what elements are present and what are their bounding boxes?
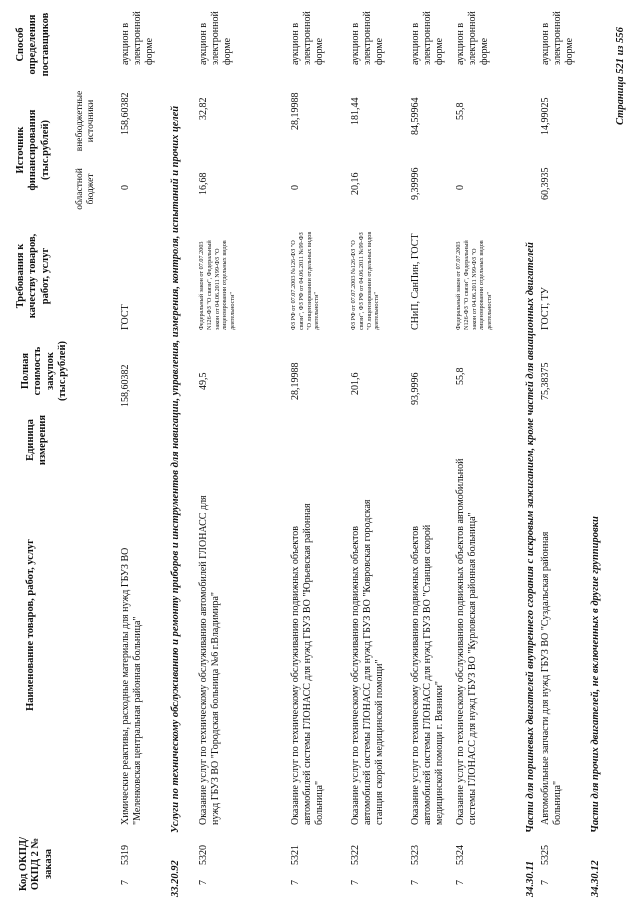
row-cost: 201,6 [350, 372, 361, 395]
row-name: Автомобильные запчасти для нужд ГБУЗ ВО "Суздальская районная больница" [540, 531, 563, 825]
row-id: 5325 [540, 845, 551, 865]
row-extra: 158,60382 [120, 92, 131, 135]
header-total-cost: Полная стоимость закупок (тыс.рублей) [20, 340, 69, 402]
section-title: Части для прочих двигателей, не включенных в другие группировки [590, 516, 601, 833]
row-cost: 158,60382 [120, 364, 131, 407]
row-name: Оказание услуг по техническому обслуживанию подвижных объектов автомобилей системы ГЛОНАСС для нужд ГБУЗ ВО "Ковровская городская станция скорой медицинской помощи" [350, 499, 385, 825]
row-name: Химические реактивы, расходные материалы для нужд ГБУЗ ВО "Меленковская центральная районная больница" [120, 547, 143, 825]
row-method: аукцион в электронной форме [350, 11, 385, 65]
row-quality: ГОСТ [120, 304, 131, 330]
row-method: аукцион в электронной форме [120, 11, 155, 65]
row-regional: 9,39996 [410, 167, 421, 200]
row-regional: 16,68 [198, 172, 209, 195]
row-extra: 181,44 [350, 97, 361, 125]
row-regional: 60,3935 [540, 167, 551, 200]
row-cost: 55,8 [455, 367, 466, 385]
row-method: аукцион в электронной форме [198, 11, 233, 65]
row-quality: Федеральный закон от 07.07.2003 N126-ФЗ "О связи", Федеральный закон от 04.06.2011 N99-ФЗ "О лицензировании отдельных видов деятельности" [198, 240, 236, 330]
row-name: Оказание услуг по техническому обслуживанию автомобилей ГЛОНАСС для нужд ГБУЗ ВО "Городская больница №6 г.Владимира" [198, 495, 221, 825]
page-number: Страница 521 из 556 [615, 27, 626, 125]
section-code: 33.20.92 [170, 860, 181, 897]
row-regional: 0 [455, 185, 466, 190]
row-regional: 20,16 [350, 172, 361, 195]
section-code: 34.30.11 [525, 860, 536, 897]
row-extra: 28,19988 [290, 92, 301, 130]
row-num: 7 [410, 880, 421, 885]
row-regional: 0 [290, 185, 301, 190]
header-funding: Источник финансирования (тыс.рублей) [15, 109, 51, 191]
header-funding-regional: областной бюджет [75, 168, 97, 210]
row-method: аукцион в электронной форме [290, 11, 325, 65]
row-method: аукцион в электронной форме [540, 11, 575, 65]
header-funding-extra: внебюджетные источники [75, 90, 97, 152]
row-cost: 28,19988 [290, 362, 301, 400]
row-num: 7 [290, 880, 301, 885]
row-id: 5322 [350, 845, 361, 865]
section-title: Части для поршневых двигателей внутреннего сгорания с искровым зажиганием, кроме частей для авиационных двигателей [525, 242, 536, 833]
row-method: аукцион в электронной форме [455, 11, 490, 65]
row-quality: ФЗ РФ от 07.07.2003 №126-ФЗ "О связи", ФЗ РФ от 04.06.2011 №99-ФЗ "О лицензировании отдельных видов деятельности" [350, 231, 381, 330]
row-name: Оказание услуг по техническому обслуживанию подвижных объектов автомобильной системы ГЛОНАСС для нужд ГБУЗ ВО "Курловская районная больница" [455, 458, 478, 825]
header-unit: Единица измерения [25, 414, 49, 466]
row-id: 5319 [120, 845, 131, 865]
header-code: Код ОКПД/ ОКПД 2 № заказа [18, 836, 54, 892]
row-cost: 93,9996 [410, 372, 421, 405]
row-extra: 32,82 [198, 97, 209, 120]
row-cost: 49,5 [198, 372, 209, 390]
row-regional: 0 [120, 185, 131, 190]
row-quality: СНиП, СанПин, ГОСТ [410, 233, 421, 330]
row-id: 5324 [455, 845, 466, 865]
row-cost: 75,38375 [540, 362, 551, 400]
row-num: 7 [120, 880, 131, 885]
row-method: аукцион в электронной форме [410, 11, 445, 65]
row-extra: 55,8 [455, 102, 466, 120]
row-quality: ГОСТ, ТУ [540, 287, 551, 330]
header-quality: Требования к качеству товаров, работ, услуг [15, 233, 51, 319]
section-code: 34.30.12 [590, 860, 601, 897]
row-name: Оказание услуг по техническому обслуживанию подвижных объектов автомобилей системы ГЛОНАСС для нужд ГБУЗ ВО "Станция скорой медицинской помощи г. Вязники" [410, 524, 445, 825]
row-num: 7 [540, 880, 551, 885]
row-extra: 84,59964 [410, 97, 421, 135]
row-id: 5320 [198, 845, 209, 865]
row-quality: ФЗ РФ от 07.07.2003 №126-ФЗ "О связи", ФЗ РФ от 04.06.2011 №99-ФЗ "О лицензировании отдельных видов деятельности" [290, 231, 321, 330]
row-num: 7 [350, 880, 361, 885]
row-extra: 14,99025 [540, 97, 551, 135]
row-id: 5323 [410, 845, 421, 865]
row-id: 5321 [290, 845, 301, 865]
header-method: Способ определения поставщиков [15, 12, 51, 77]
section-title: Услуги по техническому обслуживанию и ремонту приборов и инструментов для навигации, управления, измерения, контроля, испытаний и прочих целей [170, 105, 181, 833]
row-num: 7 [455, 880, 466, 885]
row-quality: Федеральный закон от 07.07.2003 N126-ФЗ "О связи", Федеральный закон от 04.06.2011 N99-ФЗ "О лицензировании отдельных видов деятельности" [455, 240, 493, 330]
row-num: 7 [198, 880, 209, 885]
row-name: Оказание услуг по техническому обслуживанию подвижных объектов автомобилей системы ГЛОНАСС для нужд ГБУЗ ВО "Юрьевская районная больница" [290, 503, 325, 825]
header-name: Наименование товаров, работ, услуг [25, 539, 36, 711]
